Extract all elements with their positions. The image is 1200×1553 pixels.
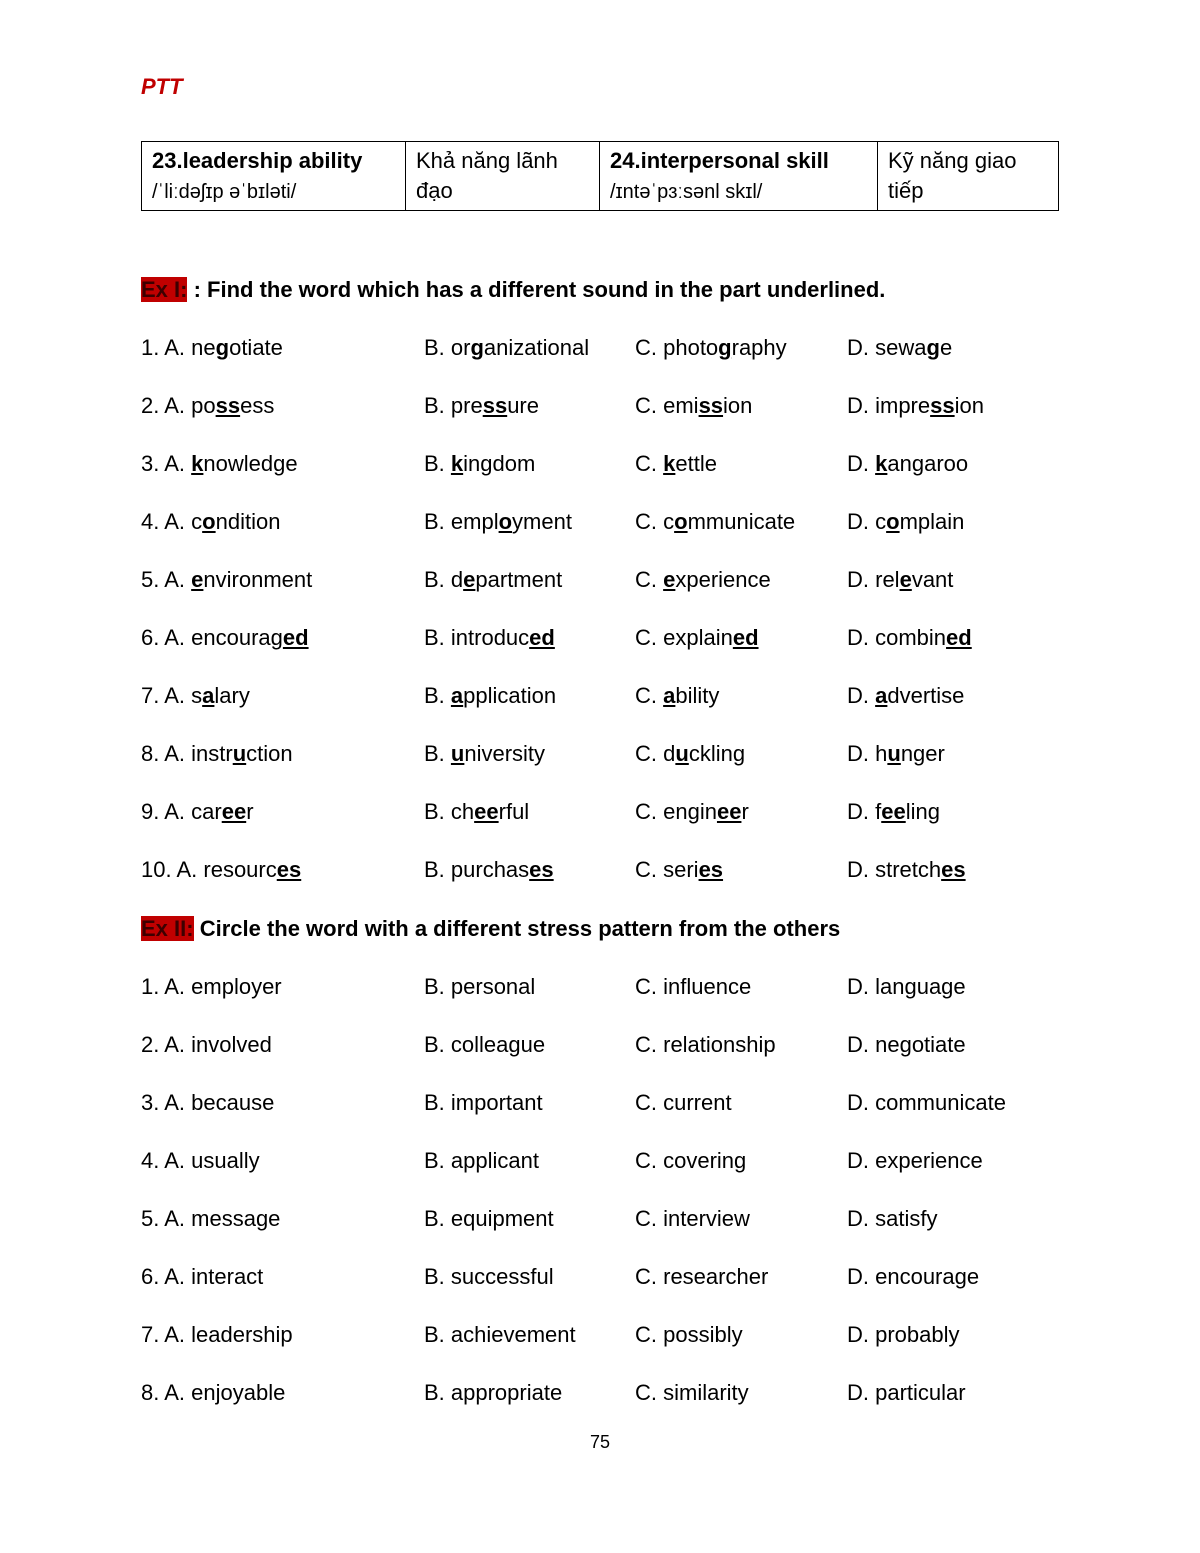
option-text: C. c bbox=[635, 509, 675, 534]
underlined-part: es bbox=[276, 857, 302, 882]
option-text: C. bbox=[635, 683, 664, 708]
option-text: D. stretch bbox=[847, 857, 942, 882]
answer-option[interactable] bbox=[847, 451, 968, 477]
answer-option[interactable] bbox=[424, 741, 545, 767]
exercise-2-question bbox=[141, 1090, 1061, 1120]
answer-option[interactable] bbox=[847, 799, 940, 825]
vocab-term: 23.leadership ability bbox=[152, 148, 363, 173]
answer-option[interactable] bbox=[424, 567, 562, 593]
option-text: B. bbox=[424, 683, 451, 708]
option-text: mplain bbox=[899, 509, 965, 534]
option-text: 9. A. car bbox=[141, 799, 222, 824]
option-text: D. f bbox=[847, 799, 882, 824]
exercise-2-question bbox=[141, 974, 1061, 1004]
underlined-part: ed bbox=[946, 625, 972, 650]
underlined-part: a bbox=[663, 683, 676, 708]
option-text: 5. A. bbox=[141, 567, 192, 592]
underlined-part: a bbox=[202, 683, 215, 708]
answer-option[interactable] bbox=[141, 567, 312, 593]
answer-option[interactable] bbox=[635, 509, 795, 535]
option-text: vant bbox=[911, 567, 954, 592]
answer-option[interactable]: B. applicant bbox=[424, 1148, 539, 1173]
option-text: pplication bbox=[463, 683, 557, 708]
option-text: B. or bbox=[424, 335, 471, 360]
answer-option[interactable]: B. successful bbox=[424, 1264, 554, 1289]
underlined-part: g bbox=[718, 335, 732, 360]
option-text: e bbox=[939, 335, 953, 360]
underlined-part: o bbox=[674, 509, 688, 534]
vocabulary-row bbox=[142, 142, 1059, 211]
vocab-term: 24.interpersonal skill bbox=[610, 148, 829, 173]
exercise-1-question bbox=[141, 683, 1061, 713]
answer-option[interactable]: 3. A. because bbox=[141, 1090, 275, 1115]
option-text: B. d bbox=[424, 567, 464, 592]
answer-option[interactable] bbox=[141, 509, 280, 535]
answer-option[interactable] bbox=[635, 683, 719, 709]
vocab-term-cell bbox=[600, 142, 878, 211]
underlined-part: ss bbox=[930, 393, 955, 418]
answer-option[interactable]: B. achievement bbox=[424, 1322, 576, 1347]
option-text: D. h bbox=[847, 741, 888, 766]
option-text: D. c bbox=[847, 509, 887, 534]
answer-option[interactable] bbox=[847, 625, 972, 651]
underlined-part: k bbox=[875, 451, 888, 476]
underlined-part: k bbox=[191, 451, 204, 476]
option-text: ling bbox=[905, 799, 940, 824]
answer-option[interactable]: B. colleague bbox=[424, 1032, 546, 1057]
underlined-part: k bbox=[450, 451, 464, 476]
option-text: lary bbox=[214, 683, 250, 708]
option-text: r bbox=[741, 799, 749, 824]
option-text: 10. A. resourc bbox=[141, 857, 277, 882]
answer-option[interactable]: C. possibly bbox=[635, 1322, 743, 1347]
option-text: D. sewa bbox=[847, 335, 927, 360]
answer-option[interactable] bbox=[424, 799, 529, 825]
exercise-1-question bbox=[141, 509, 1061, 539]
option-text: ettle bbox=[675, 451, 717, 476]
answer-option[interactable]: D. particular bbox=[847, 1380, 966, 1405]
vocab-meaning: Kỹ năng giao tiếp bbox=[878, 142, 1059, 211]
option-text: 2. A. po bbox=[141, 393, 216, 418]
answer-option[interactable]: D. communicate bbox=[847, 1090, 1006, 1115]
underlined-part: o bbox=[886, 509, 900, 534]
option-text: xperience bbox=[675, 567, 771, 592]
option-text: 6. A. encourag bbox=[141, 625, 283, 650]
answer-option[interactable] bbox=[424, 451, 535, 477]
option-text: otiate bbox=[229, 335, 283, 360]
answer-option[interactable]: B. important bbox=[424, 1090, 543, 1115]
page-number: 75 bbox=[589, 1432, 611, 1452]
option-text: C. photo bbox=[635, 335, 719, 360]
option-text: ess bbox=[240, 393, 275, 418]
exercise-2-question bbox=[141, 1380, 1061, 1410]
underlined-part: e bbox=[663, 567, 676, 592]
underlined-part: ee bbox=[881, 799, 906, 824]
option-text: 8. A. instr bbox=[141, 741, 233, 766]
answer-option[interactable] bbox=[847, 741, 945, 767]
option-text: ion bbox=[954, 393, 984, 418]
option-text: D. bbox=[847, 451, 876, 476]
vocab-ipa: /ˈliːdəʃɪp əˈbɪləti/ bbox=[152, 181, 297, 203]
option-text: C. emi bbox=[635, 393, 699, 418]
underlined-part: e bbox=[463, 567, 476, 592]
option-text: B. empl bbox=[424, 509, 499, 534]
underlined-part: u bbox=[887, 741, 901, 766]
answer-option[interactable] bbox=[635, 393, 752, 419]
option-text: nger bbox=[900, 741, 945, 766]
option-text: 7. A. s bbox=[141, 683, 203, 708]
underlined-part: es bbox=[941, 857, 966, 882]
answer-option[interactable] bbox=[141, 799, 254, 825]
answer-option[interactable] bbox=[847, 857, 966, 883]
underlined-part: u bbox=[675, 741, 689, 766]
underlined-part: g bbox=[470, 335, 484, 360]
exercise-2-question bbox=[141, 1322, 1061, 1352]
option-text: C. d bbox=[635, 741, 676, 766]
option-text: ure bbox=[507, 393, 539, 418]
option-text: D. impre bbox=[847, 393, 931, 418]
underlined-part: g bbox=[926, 335, 940, 360]
answer-option[interactable] bbox=[424, 509, 572, 535]
option-text: B. bbox=[424, 451, 451, 476]
answer-option[interactable]: 1. A. employer bbox=[141, 974, 282, 999]
option-text: niversity bbox=[464, 741, 546, 766]
answer-option[interactable]: 5. A. message bbox=[141, 1206, 281, 1231]
option-text: ckling bbox=[688, 741, 746, 766]
exercise-2-question bbox=[141, 1206, 1061, 1236]
answer-option[interactable] bbox=[635, 451, 717, 477]
vocab-meaning: Khả năng lãnh đạo bbox=[406, 142, 600, 211]
underlined-part: ss bbox=[698, 393, 724, 418]
option-text: B. bbox=[424, 741, 451, 766]
exercise-2-tag: Ex II: bbox=[141, 916, 194, 941]
exercise-1-tag: Ex I: bbox=[141, 277, 188, 302]
answer-option[interactable] bbox=[424, 857, 554, 883]
answer-option[interactable]: C. covering bbox=[635, 1148, 747, 1173]
underlined-part: o bbox=[202, 509, 216, 534]
option-text: D. combin bbox=[847, 625, 947, 650]
option-text: D. rel bbox=[847, 567, 900, 592]
header-label: PTT bbox=[141, 74, 183, 99]
underlined-part: a bbox=[450, 683, 464, 708]
answer-option[interactable] bbox=[141, 857, 301, 883]
underlined-part: e bbox=[191, 567, 204, 592]
answer-option[interactable]: D. probably bbox=[847, 1322, 960, 1347]
vocabulary-table bbox=[141, 141, 1059, 211]
option-text: ction bbox=[246, 741, 293, 766]
option-text: B. purchas bbox=[424, 857, 530, 882]
answer-option[interactable]: D. negotiate bbox=[847, 1032, 966, 1057]
answer-option[interactable] bbox=[424, 393, 539, 419]
answer-option[interactable]: B. personal bbox=[424, 974, 536, 999]
underlined-part: a bbox=[875, 683, 888, 708]
exercise-1-question bbox=[141, 393, 1061, 423]
answer-option[interactable] bbox=[847, 683, 964, 709]
underlined-part: g bbox=[215, 335, 230, 360]
option-text: raphy bbox=[731, 335, 787, 360]
option-text: r bbox=[246, 799, 254, 824]
exercise-1-question bbox=[141, 451, 1061, 481]
exercise-2-heading bbox=[141, 916, 840, 942]
answer-option[interactable]: C. relationship bbox=[635, 1032, 776, 1057]
option-text: nowledge bbox=[203, 451, 298, 476]
answer-option[interactable] bbox=[424, 625, 555, 651]
exercise-1-heading bbox=[141, 277, 885, 303]
option-text: B. ch bbox=[424, 799, 475, 824]
exercise-1-question bbox=[141, 625, 1061, 655]
underlined-part: u bbox=[232, 741, 247, 766]
option-text: 4. A. c bbox=[141, 509, 203, 534]
exercise-1-question bbox=[141, 857, 1061, 887]
option-text: ndition bbox=[215, 509, 281, 534]
option-text: yment bbox=[512, 509, 572, 534]
answer-option[interactable]: 2. A. involved bbox=[141, 1032, 272, 1057]
option-text: B. pre bbox=[424, 393, 483, 418]
underlined-part: ed bbox=[282, 625, 309, 650]
vocab-ipa: /ɪntəˈpɜːsənl skɪl/ bbox=[610, 181, 763, 203]
option-text: bility bbox=[675, 683, 720, 708]
option-text: D. bbox=[847, 683, 876, 708]
exercise-1-question bbox=[141, 741, 1061, 771]
underlined-part: ss bbox=[215, 393, 241, 418]
answer-option[interactable]: 7. A. leadership bbox=[141, 1322, 293, 1347]
exercise-1-question bbox=[141, 799, 1061, 829]
answer-option[interactable]: C. influence bbox=[635, 974, 752, 999]
answer-option[interactable]: D. language bbox=[847, 974, 966, 999]
underlined-part: es bbox=[698, 857, 724, 882]
underlined-part: ee bbox=[716, 799, 742, 824]
underlined-part: ee bbox=[474, 799, 499, 824]
answer-option[interactable]: 4. A. usually bbox=[141, 1148, 260, 1173]
answer-option[interactable] bbox=[141, 335, 283, 361]
option-text: ion bbox=[723, 393, 753, 418]
option-text: C. explain bbox=[635, 625, 733, 650]
option-text: ingdom bbox=[463, 451, 536, 476]
exercise-2-question bbox=[141, 1264, 1061, 1294]
exercise-1-question bbox=[141, 567, 1061, 597]
underlined-part: es bbox=[529, 857, 554, 882]
option-text: anizational bbox=[483, 335, 590, 360]
underlined-part: ed bbox=[732, 625, 759, 650]
answer-option[interactable] bbox=[424, 335, 589, 361]
answer-option[interactable]: D. satisfy bbox=[847, 1206, 938, 1231]
answer-option[interactable] bbox=[847, 567, 953, 593]
answer-option[interactable] bbox=[141, 625, 309, 651]
option-text: C. engin bbox=[635, 799, 717, 824]
option-text: rful bbox=[498, 799, 530, 824]
underlined-part: k bbox=[663, 451, 676, 476]
answer-option[interactable]: 8. A. enjoyable bbox=[141, 1380, 286, 1405]
underlined-part: ed bbox=[529, 625, 555, 650]
exercise-1-question bbox=[141, 335, 1061, 365]
answer-option[interactable] bbox=[424, 683, 556, 709]
underlined-part: e bbox=[899, 567, 912, 592]
underlined-part: ee bbox=[221, 799, 247, 824]
option-text: 1. A. ne bbox=[141, 335, 216, 360]
answer-option[interactable]: D. encourage bbox=[847, 1264, 980, 1289]
answer-option[interactable]: B. equipment bbox=[424, 1206, 554, 1231]
option-text: C. bbox=[635, 451, 664, 476]
option-text: angaroo bbox=[887, 451, 969, 476]
answer-option[interactable] bbox=[635, 625, 759, 651]
underlined-part: o bbox=[498, 509, 513, 534]
answer-option[interactable] bbox=[635, 335, 787, 361]
answer-option[interactable] bbox=[847, 393, 984, 419]
answer-option[interactable] bbox=[847, 335, 952, 361]
exercise-1-instruction: : Find the word which has a different sound in the part underlined. bbox=[193, 277, 886, 302]
answer-option[interactable] bbox=[141, 683, 250, 709]
option-text: nvironment bbox=[203, 567, 313, 592]
answer-option[interactable] bbox=[635, 567, 771, 593]
answer-option[interactable]: 6. A. interact bbox=[141, 1264, 264, 1289]
answer-option[interactable] bbox=[635, 799, 749, 825]
vocab-term-cell bbox=[142, 142, 406, 211]
answer-option[interactable] bbox=[141, 451, 298, 477]
option-text: partment bbox=[475, 567, 563, 592]
option-text: dvertise bbox=[887, 683, 965, 708]
answer-option[interactable] bbox=[847, 509, 964, 535]
option-text: B. introduc bbox=[424, 625, 530, 650]
exercise-2-question bbox=[141, 1032, 1061, 1062]
answer-option[interactable] bbox=[141, 741, 293, 767]
exercise-2-instruction: Circle the word with a different stress pattern from the others bbox=[193, 916, 841, 941]
answer-option[interactable]: C. interview bbox=[635, 1206, 750, 1231]
answer-option[interactable]: D. experience bbox=[847, 1148, 983, 1173]
answer-option[interactable] bbox=[141, 393, 274, 419]
option-text: C. bbox=[635, 567, 664, 592]
answer-option[interactable]: C. current bbox=[635, 1090, 732, 1115]
option-text: C. seri bbox=[635, 857, 699, 882]
underlined-part: u bbox=[450, 741, 465, 766]
option-text: 3. A. bbox=[141, 451, 192, 476]
answer-option[interactable]: B. appropriate bbox=[424, 1380, 563, 1405]
option-text: mmunicate bbox=[687, 509, 796, 534]
answer-option[interactable] bbox=[635, 857, 723, 883]
answer-option[interactable] bbox=[635, 741, 745, 767]
answer-option[interactable]: C. researcher bbox=[635, 1264, 769, 1289]
answer-option[interactable]: C. similarity bbox=[635, 1380, 749, 1405]
exercise-2-question bbox=[141, 1148, 1061, 1178]
underlined-part: ss bbox=[482, 393, 508, 418]
